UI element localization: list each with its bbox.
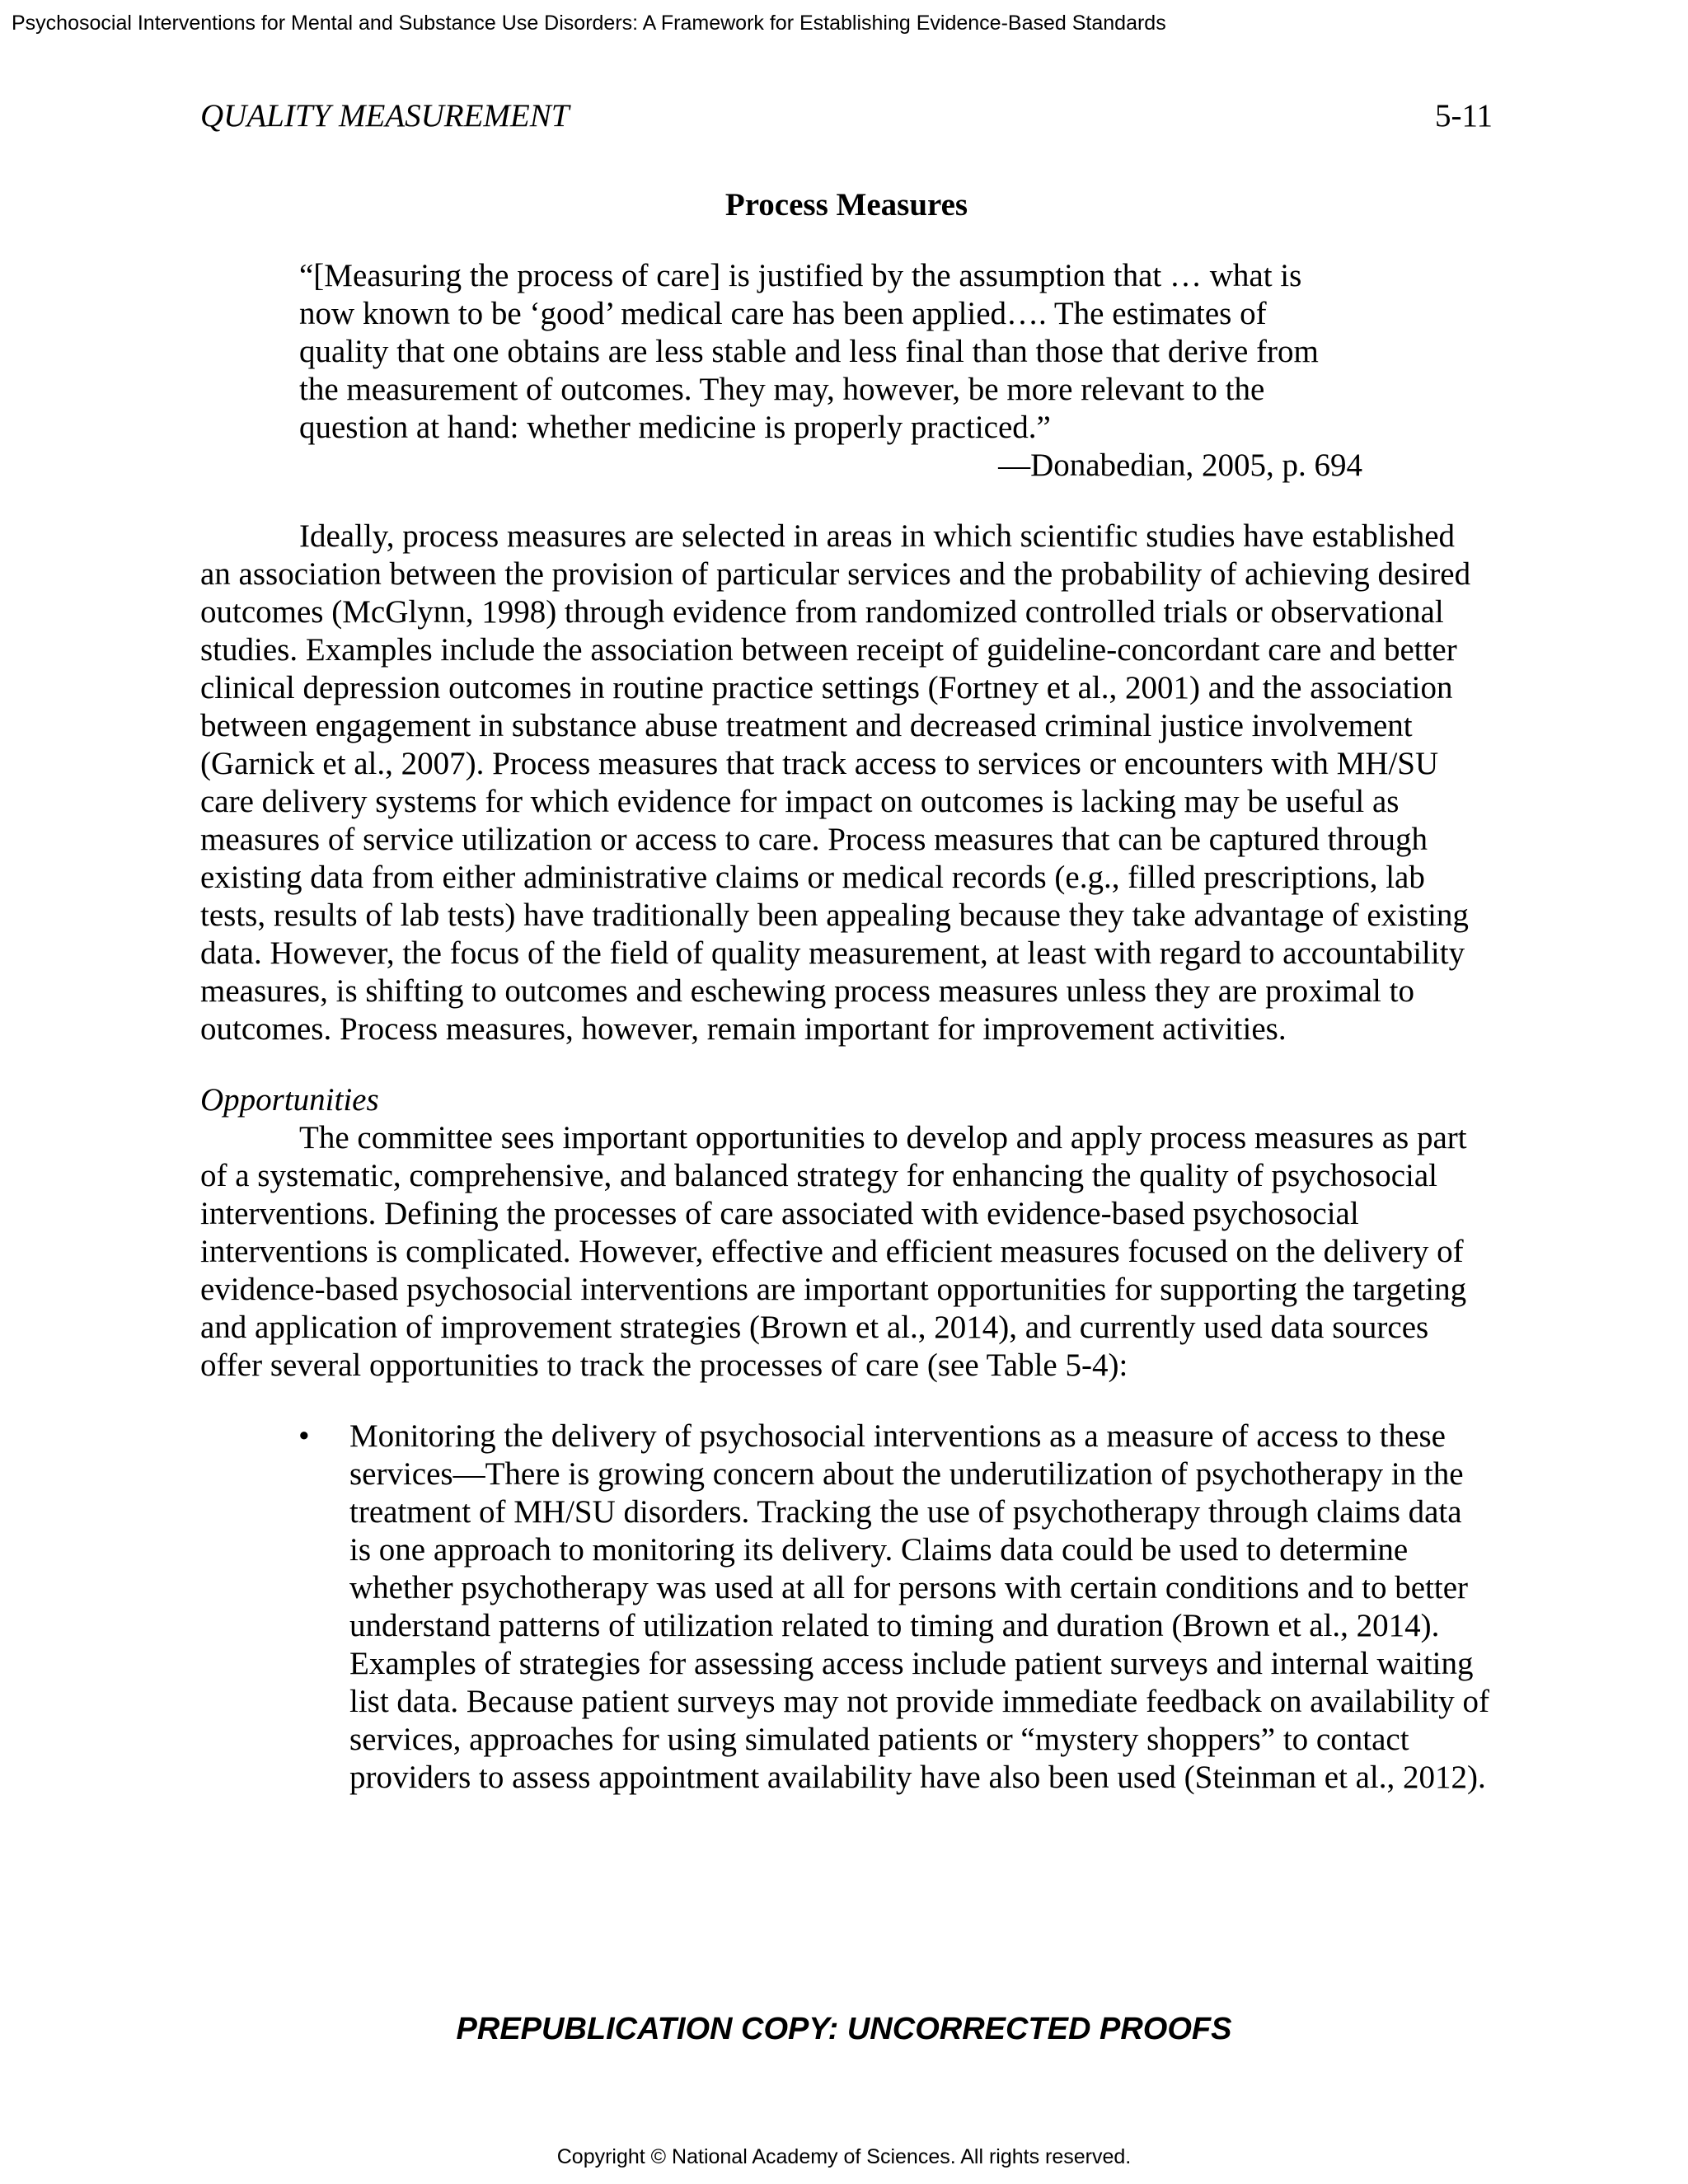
bullet-icon: • xyxy=(298,1418,310,1454)
paragraph-process-measures: Ideally, process measures are selected in areas in which scientific studies have established an association between the provision of particular services and the probability of achieving desired outcomes (McGlynn, 1998) through evidence from randomized controlled trials or observational studies. Examples include the association between receipt of guideline-concordant care and better clinical depression outcomes in routine practice settings (Fortney et al., 2001) and the association between engagement in substance abuse treatment and decreased criminal justice involvement (Garnick et al., 2007). Process measures that track access to services or encounters with MH/SU care delivery systems for which evidence for impact on outcomes is lacking may be useful as measures of service utilization or access to care. Process measures that can be captured through existing data from either administrative claims or medical records (e.g., filled prescriptions, lab tests, results of lab tests) have traditionally been appealing because they take advantage of existing data. However, the focus of the field of quality measurement, at least with regard to accountability measures, is shifting to outcomes and eschewing process measures unless they are proximal to outcomes. Process measures, however, remain important for improvement activities. xyxy=(200,518,1471,1047)
quote-attribution: —Donabedian, 2005, p. 694 xyxy=(998,448,1362,483)
quote-text: “[Measuring the process of care] is justified by the assumption that … what is now known to be ‘good’ medical care has been applied…. The estimates of quality that one obtains are less stable and less final than those that derive from the measurement of outcomes. They may, however, be more relevant to the question at hand: whether medicine is properly practiced.” xyxy=(299,258,1319,445)
page-number: 5-11 xyxy=(1434,98,1493,134)
running-head xyxy=(200,97,1493,135)
running-head-title: QUALITY MEASUREMENT xyxy=(200,98,570,134)
list-item-text: Monitoring the delivery of psychosocial interventions as a measure of access to these services—There is growing concern about the underutilization of psychotherapy in the treatment of MH/SU disorders. Tracking the use of psychotherapy through claims data is one approach to monitoring its delivery. Claims data could be used to determine whether psychotherapy was used at all for persons with certain conditions and to better understand patterns of utilization related to timing and duration (Brown et al., 2014). Examples of strategies for assessing access include patient surveys and internal waiting list data. Because patient surveys may not provide immediate feedback on availability of services, approaches for using simulated patients or “mystery shoppers” to contact providers to assess appointment availability have also been used (Steinman et al., 2012). xyxy=(349,1418,1489,1795)
document-banner: Psychosocial Interventions for Mental and Substance Use Disorders: A Framework for Establishing Evidence-Based Standards xyxy=(12,12,1166,35)
prepublication-notice: PREPUBLICATION COPY: UNCORRECTED PROOFS xyxy=(456,2012,1232,2046)
list-item xyxy=(298,1418,1491,1797)
epigraph-quote xyxy=(299,257,1362,485)
section-title: Process Measures xyxy=(724,187,968,223)
page-body xyxy=(200,97,1493,1797)
subhead-opportunities: Opportunities xyxy=(200,1082,379,1118)
bullet-list xyxy=(200,1418,1491,1797)
paragraph-opportunities: The committee sees important opportunities to develop and apply process measures as part of a systematic, comprehensive, and balanced strategy for enhancing the quality of psychosocial interventions. Defining the processes of care associated with evidence-based psychosocial interventions is complicated. However, effective and efficient measures focused on the delivery of evidence-based psychosocial interventions are important opportunities for supporting the targeting and application of improvement strategies (Brown et al., 2014), and currently used data sources offer several opportunities to track the processes of care (see Table 5-4): xyxy=(200,1120,1467,1383)
copyright-notice: Copyright © National Academy of Sciences. All rights reserved. xyxy=(556,2145,1132,2168)
